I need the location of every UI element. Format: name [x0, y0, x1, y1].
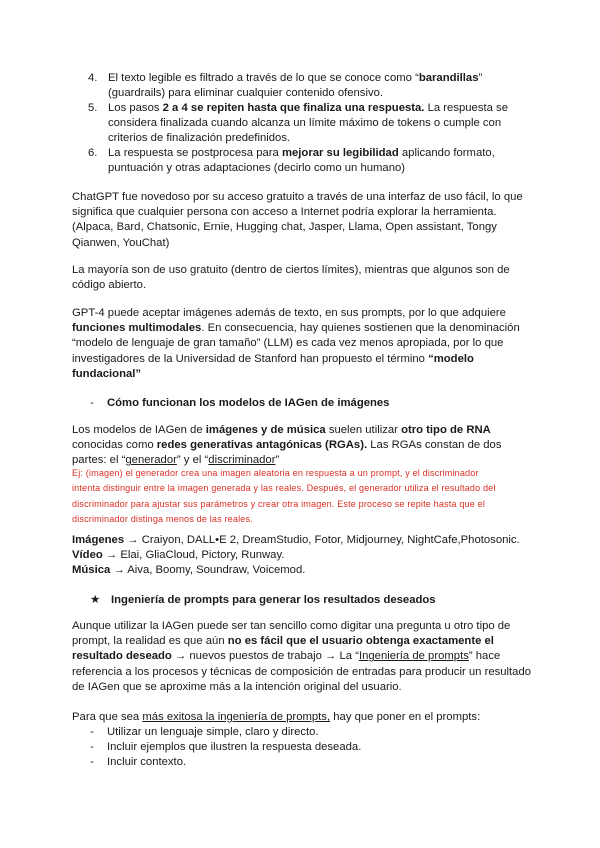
paragraph-line: referencia a los procesos y técnicas de composición de entradas para producir un resultado — [72, 665, 532, 678]
list-bold: mejorar su legibilidad — [281, 147, 399, 159]
tools-list — [72, 533, 542, 579]
paragraph-text: Para que sea — [72, 711, 143, 723]
tip-text: Incluir ejemplos que ilustren la respuesta deseada. — [107, 741, 362, 753]
list-line: (guardrails) para eliminar cualquier contenido ofensivo. — [108, 87, 384, 100]
tools-text: → Aiva, Boomy, Soundraw, Voicemod. — [110, 564, 306, 577]
paragraph-text: hay que poner en el prompts: — [330, 711, 481, 723]
paragraph-line — [72, 634, 532, 649]
underlined-text: discriminador — [208, 454, 276, 467]
list-text: La respuesta se postprocesa para — [108, 147, 282, 159]
dash-marker: - — [90, 756, 94, 768]
paragraph-line — [72, 352, 532, 367]
tip-text: Utilizar un lenguaje simple, claro y directo. — [107, 726, 319, 738]
list-line: criterios de finalización predefinidos. — [108, 132, 291, 145]
paragraph-line: de IAGen que se aproxime más a la intención original del usuario. — [72, 680, 402, 693]
list-line — [108, 101, 534, 116]
tools-label: Imágenes — [72, 534, 125, 546]
paragraph-text: Las RGAs constan de dos — [367, 439, 502, 452]
list-bold: 2 a 4 se repiten hasta que finaliza una respuesta. — [162, 102, 425, 114]
paragraph-text: investigadores de la Universidad de Stanford han propuesto el término — [72, 352, 429, 365]
list-number: 6. — [88, 147, 98, 159]
example-note — [72, 466, 542, 528]
paragraph-line: Aunque utilizar la IAGen puede ser tan sencillo como digitar una pregunta u otro tipo de — [72, 620, 511, 632]
paragraph-line: La mayoría son de uso gratuito (dentro de ciertos límites), mientras que algunos son de — [72, 264, 510, 276]
tools-line — [72, 533, 542, 548]
paragraph-text: prompt, la realidad es que aún — [72, 635, 228, 648]
tools-line — [72, 548, 542, 563]
tip-text: Incluir contexto. — [107, 756, 187, 768]
tools-label: Música — [72, 564, 111, 577]
paragraph-line — [72, 438, 532, 453]
paragraph-free-use — [72, 263, 532, 293]
list-line — [108, 71, 534, 86]
list-line — [108, 146, 534, 161]
list-line: considera finalizada cuando alcanza un límite máximo de tokens o cumple con — [108, 117, 502, 130]
paragraph-success — [72, 710, 532, 725]
bold-text: fundacional” — [72, 367, 142, 380]
bold-text: redes generativas antagónicas (RGAs). — [156, 439, 368, 452]
list-text: El texto legible es filtrado a través de lo que se conoce como “ — [108, 72, 419, 84]
paragraph-line: (Alpaca, Bard, Chatsonic, Ernie, Hugging chat, Jasper, Llama, Open assistant, Tongy — [72, 221, 497, 234]
paragraph-text: ” hace — [468, 650, 501, 663]
paragraph-line — [72, 321, 532, 336]
paragraph-text: ” y el “ — [176, 454, 209, 467]
bold-text: imágenes y de música — [205, 424, 326, 436]
list-number: 5. — [88, 102, 98, 114]
dash-marker: - — [90, 741, 94, 753]
paragraph-text: ” — [275, 454, 280, 467]
list-text: ” — [478, 72, 483, 84]
paragraph-line — [72, 423, 532, 438]
list-bold: barandillas — [418, 72, 479, 84]
paragraph-line: código abierto. — [72, 279, 147, 292]
heading-text: Cómo funcionan los modelos de IAGen de imágenes — [107, 397, 390, 409]
paragraph-line: “modelo de lenguaje de gran tamaño” (LLM) es cada vez menos apropiada, por lo que — [72, 337, 504, 350]
dash-marker: - — [90, 726, 94, 738]
tools-text: → Craiyon, DALL•E 2, DreamStudio, Fotor, Midjourney, NightCafe,Photosonic. — [124, 534, 520, 546]
list-text: La respuesta se — [424, 102, 508, 114]
paragraph-line — [72, 367, 532, 382]
underlined-text: más exitosa la ingeniería de prompts, — [142, 711, 331, 723]
paragraph-line: ChatGPT fue novedoso por su acceso gratuito a través de una interfaz de uso fácil, lo que — [72, 191, 523, 203]
bold-text: “modelo — [428, 352, 474, 365]
tools-label: Vídeo — [72, 549, 103, 562]
bold-text: otro tipo de RNA — [401, 424, 491, 436]
paragraph-rga — [72, 423, 532, 469]
tools-line — [72, 563, 542, 578]
paragraph-prompts — [72, 619, 532, 695]
heading-text: Ingeniería de prompts para generar los resultados deseados — [111, 594, 436, 606]
list-text: aplicando formato, — [398, 147, 495, 159]
note-line: intenta distinguir entre la imagen generada y las reales. Después, el generador utiliza el resultado del — [72, 483, 496, 494]
paragraph-line: significa que cualquier persona con acceso a Internet podría explorar la herramienta. — [72, 206, 497, 219]
note-line: discriminador para ajustar sus parámetros y crear otra imagen. Este proceso se repite hasta que el — [72, 498, 485, 509]
paragraph-text: Los modelos de IAGen de — [72, 424, 206, 436]
underlined-text: generador — [125, 454, 177, 467]
dash-marker: - — [90, 397, 94, 409]
paragraph-line — [72, 649, 532, 664]
paragraph-text: . En consecuencia, hay quienes sostienen que la denominación — [201, 322, 520, 335]
bold-text: no es fácil que el usuario obtenga exactamente el — [227, 635, 494, 648]
underlined-text: Ingeniería de prompts — [358, 650, 469, 663]
note-line: discriminador distinga menos de las reales. — [72, 514, 253, 525]
bold-text: resultado deseado — [72, 650, 172, 663]
tools-text: → Elai, GliaCloud, Pictory, Runway. — [102, 549, 285, 562]
bold-text: funciones multimodales — [72, 322, 202, 335]
star-icon: ★ — [90, 594, 101, 606]
list-line: puntuación y otras adaptaciones (decirlo como un humano) — [108, 162, 406, 175]
list-text: Los pasos — [108, 102, 163, 114]
paragraph-text: partes: el “ — [72, 454, 126, 467]
paragraph-text: suelen utilizar — [325, 424, 402, 436]
note-line: Ej: (imagen) el generador crea una imagen aleatoria en respuesta a un prompt, y el discriminador — [72, 468, 479, 478]
paragraph-line: Qianwen, YouChat) — [72, 236, 170, 249]
paragraph-text: → nuevos puestos de trabajo → La “ — [171, 650, 359, 663]
paragraph-line: GPT-4 puede aceptar imágenes además de texto, en sus prompts, por lo que adquiere — [72, 307, 506, 319]
paragraph-text: conocidas como — [72, 439, 157, 452]
list-number: 4. — [88, 72, 98, 84]
paragraph-chatgpt — [72, 190, 532, 251]
paragraph-gpt4 — [72, 306, 532, 382]
